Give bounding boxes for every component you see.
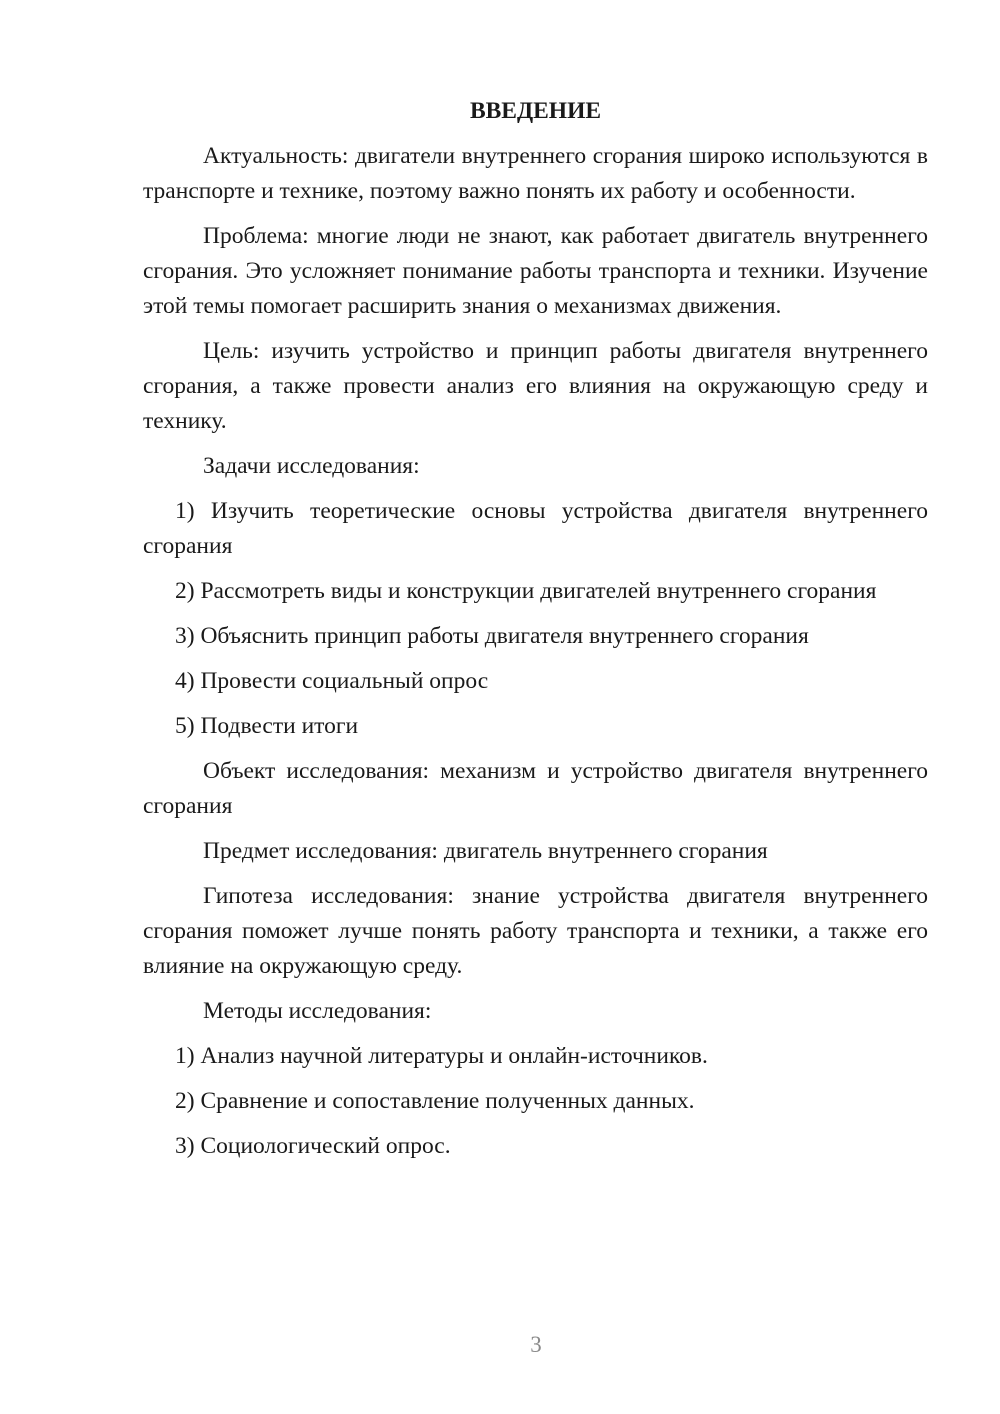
method-item: 1) Анализ научной литературы и онлайн-источников. — [175, 1043, 708, 1069]
problem-paragraph: Проблема: многие люди не знают, как работает двигатель внутреннего сгорания. Это усложняет понимание работы транспорта и техники. Изучение этой темы помогает расширить знания о механизмах движения. — [143, 223, 928, 319]
tasks-heading: Задачи исследования: — [203, 453, 420, 479]
object-paragraph: Объект исследования: механизм и устройство двигателя внутреннего сгорания — [143, 758, 928, 819]
relevance-paragraph: Актуальность: двигатели внутреннего сгорания широко используются в транспорте и технике, поэтому важно понять их работу и особенности. — [143, 143, 928, 204]
task-item: 4) Провести социальный опрос — [175, 668, 489, 694]
methods-heading: Методы исследования: — [203, 998, 432, 1024]
page-title: ВВЕДЕНИЕ — [469, 98, 602, 124]
method-item: 3) Социологический опрос. — [175, 1133, 451, 1159]
method-item: 2) Сравнение и сопоставление полученных данных. — [175, 1088, 695, 1114]
task-item: 2) Рассмотреть виды и конструкции двигателей внутреннего сгорания — [175, 578, 877, 604]
task-item: 5) Подвести итоги — [175, 713, 359, 739]
goal-paragraph: Цель: изучить устройство и принцип работы двигателя внутреннего сгорания, а также провести анализ его влияния на окружающую среду и технику. — [143, 338, 928, 434]
subject-paragraph: Предмет исследования: двигатель внутреннего сгорания — [203, 838, 768, 864]
task-item: 1) Изучить теоретические основы устройства двигателя внутреннего сгорания — [143, 498, 928, 559]
hypothesis-paragraph: Гипотеза исследования: знание устройства двигателя внутреннего сгорания поможет лучше понять работу транспорта и техники, а также его влияние на окружающую среду. — [143, 883, 928, 979]
page-number: 3 — [530, 1332, 542, 1357]
task-item: 3) Объяснить принцип работы двигателя внутреннего сгорания — [175, 623, 809, 649]
page-content — [143, 95, 928, 1174]
